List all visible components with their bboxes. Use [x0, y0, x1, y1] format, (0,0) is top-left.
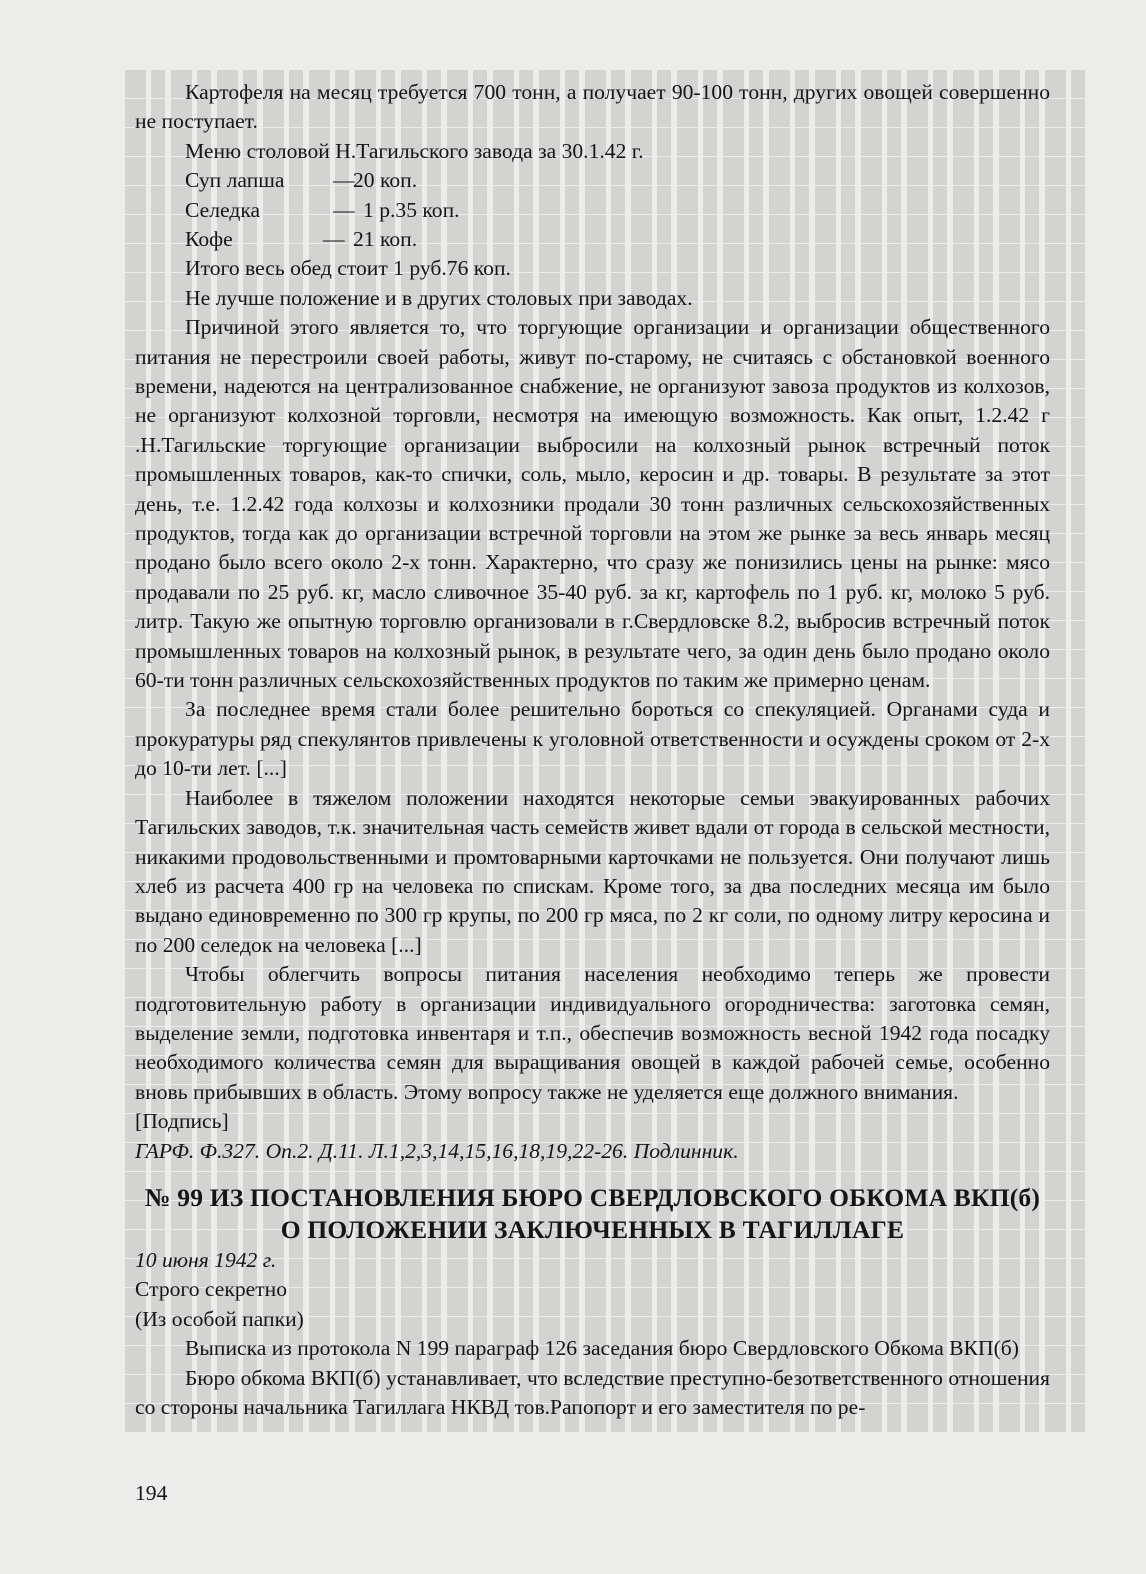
secrecy-stamp: Строго секретно [135, 1277, 288, 1302]
secrecy-folder: (Из особой папки) [135, 1306, 304, 1331]
total-line: Итого весь обед стоит 1 руб.76 коп. [185, 256, 511, 281]
menu-item: Селедка [185, 197, 261, 222]
menu-price: 1 р.35 коп. [363, 197, 460, 222]
archive-reference: ГАРФ. Ф.327. Оп.2. Д.11. Л.1,2,3,14,15,16,18,19,22-26. Подлинник. [135, 1138, 739, 1163]
menu-row [185, 166, 1050, 195]
menu-row [185, 196, 1050, 225]
page-number: 194 [135, 1481, 168, 1505]
page-content [135, 78, 1050, 1422]
menu-heading: Меню столовой Н.Тагильского завода за 30.1.42 г. [185, 138, 644, 163]
menu-row [185, 225, 1050, 254]
menu-dash: — [323, 227, 345, 251]
menu-price: 20 коп. [353, 168, 418, 193]
body-paragraph: Причиной этого является то, что торгующие организации и организации общественного питания не перестроили своей работы, живут по-старому, не считаясь с обстановкой военного времени, надеются на централизованное снабжение, не организуют завоза продуктов из колхозов, не организуют колхозной торговли, несмотря на имеющую возможность. Как опыт, 1.2.42 г .Н.Тагильские торгующие организации выбросили на колхозный рынок встречный поток промышленных товаров, как-то спички, соль, мыло, керосин и др. товары. В результате за этот день, т.е. 1.2.42 года колхозы и колхозники продали 30 тонн различных сельскохозяйственных продуктов, тогда как до организации встречной торговли на этом же рынке за весь январь месяц продано было всего около 2-х тонн. Характерно, что сразу же понизились цены на рынке: мясо продавали по 25 руб. кг, масло сливочное 35-40 руб. за кг, картофель по 1 руб. кг, молоко 5 руб. литр. Такую же опытную торговлю организовали в г.Свердловске 8.2, выбросив встречный поток промышленных товаров на колхозный рынок, в результате чего, за один день было продано около 60-ти тонн различных сельскохозяйственных продуктов по таким же примерно ценам. [135, 315, 1050, 693]
body-paragraph: За последнее время стали более решительно бороться со спекуляцией. Органами суда и прокуратуры ряд спекулянтов привлечены к уголовной ответственности и осуждены сроком от 2-х до 10-ти лет. [...] [135, 697, 1050, 781]
menu-list [185, 166, 1050, 254]
menu-dash: — [333, 197, 355, 222]
menu-price: 21 коп. [353, 227, 418, 251]
menu-item: Кофе [185, 227, 233, 251]
menu-item: Суп лапша [185, 168, 285, 193]
body-paragraph: Не лучше положение и в других столовых при заводах. [185, 285, 693, 310]
final-paragraph: Бюро обкома ВКП(б) устанавливает, что вследствие преступно-безответственного отношения со стороны начальника Тагиллага НКВД тов.Рапопорт и его заместителя по ре- [135, 1365, 1050, 1420]
document-date: 10 июня 1942 г. [135, 1247, 277, 1272]
menu-dash: — [333, 168, 355, 193]
extract-line: Выписка из протокола N 199 параграф 126 заседания бюро Свердловского Обкома ВКП(б) [185, 1336, 1019, 1361]
body-paragraph: Наиболее в тяжелом положении находятся некоторые семьи эвакуированных рабочих Тагильских заводов, т.к. значительная часть семейств живет вдали от города в сельской местности, никакими продовольственными и промтоварными карточками не пользуется. Они получают лишь хлеб из расчета 400 гр на человека по спискам. Кроме того, за два последних месяца им было выдано единовременно по 300 гр крупы, по 200 гр мяса, по 2 кг соли, по одному литру керосина и по 200 селедок на человека [...] [135, 785, 1050, 957]
intro-paragraph: Картофеля на месяц требуется 700 тонн, а получает 90-100 тонн, других овощей совершенно не поступает. [135, 80, 1050, 134]
signature: [Подпись] [135, 1109, 229, 1134]
document-title: № 99 ИЗ ПОСТАНОВЛЕНИЯ БЮРО СВЕРДЛОВСКОГО ОБКОМА ВКП(б) О ПОЛОЖЕНИИ ЗАКЛЮЧЕННЫХ В ТАГИЛЛАГЕ [144, 1182, 1041, 1244]
body-paragraph: Чтобы облегчить вопросы питания населения необходимо теперь же провести подготовительную работу в организации индивидуального огородничества: заготовка семян, выделение земли, подготовка инвентаря и т.п., обеспечив возможность весной 1942 года посадку необходимого количества семян для выращивания овощей в каждой рабочей семье, особенно вновь прибывших в область. Этому вопросу также не уделяется еще должного внимания. [135, 962, 1050, 1104]
